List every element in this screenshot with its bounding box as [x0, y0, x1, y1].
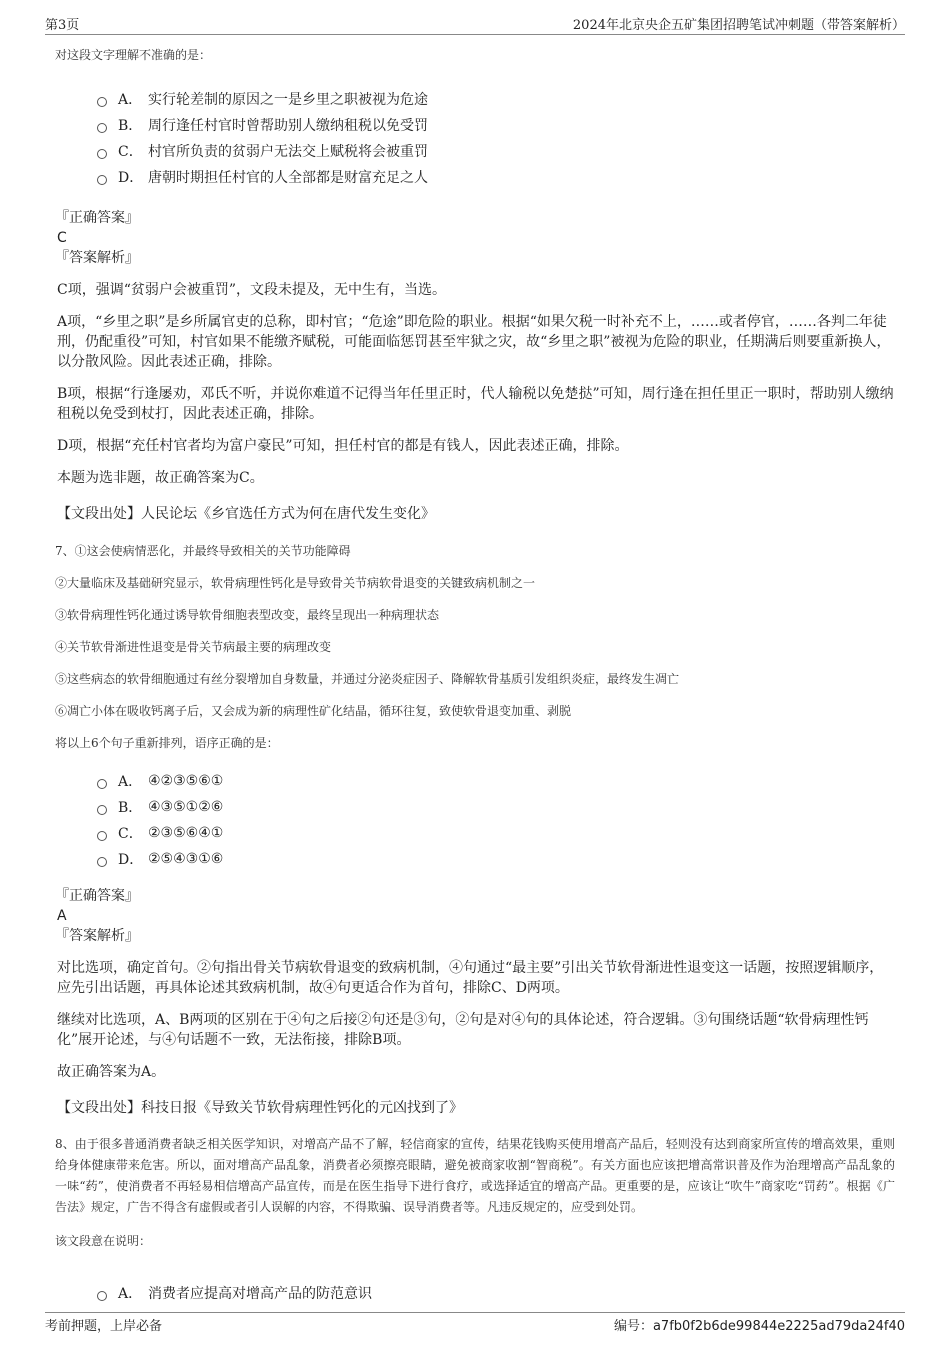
option-b[interactable]: B． 周行逢任村官时曾帮助别人缴纳租税以免受罚 — [97, 112, 895, 138]
radio-icon[interactable] — [97, 175, 107, 185]
radio-icon[interactable] — [97, 123, 107, 133]
sentence-item: ③软骨病理性钙化通过诱导软骨细胞表型改变，最终呈现出一种病理状态 — [55, 608, 440, 622]
analysis-label: 『答案解析』 — [55, 928, 139, 944]
main-content — [55, 44, 895, 1324]
correct-answer: A — [57, 908, 67, 924]
radio-icon[interactable] — [97, 805, 107, 815]
sentence-item: ⑤这些病态的软骨细胞通过有丝分裂增加自身数量，并通过分泌炎症因子、降解软骨基质引发组织炎症，最终发生凋亡 — [55, 672, 680, 686]
radio-icon[interactable] — [97, 149, 107, 159]
answer-label: 『正确答案』 — [55, 210, 139, 226]
page-footer — [45, 1312, 905, 1335]
passage-source: 【文段出处】科技日报《导致关节软骨病理性钙化的元凶找到了》 — [57, 1100, 463, 1116]
analysis-label: 『答案解析』 — [55, 250, 139, 266]
radio-icon[interactable] — [97, 857, 107, 867]
correct-answer: C — [57, 230, 67, 246]
answer-label: 『正确答案』 — [55, 888, 139, 904]
code-value: a7fb0f2b6de99844e2225ad79da24f40 — [652, 1319, 905, 1334]
option-list — [97, 768, 895, 872]
sentence-item: ④关节软骨渐进性退变是骨关节病最主要的病理改变 — [55, 640, 332, 654]
option-a[interactable]: A． 实行轮差制的原因之一是乡里之职被视为危途 — [97, 86, 895, 112]
document-code — [614, 1315, 905, 1334]
question-stem: 对这段文字理解不准确的是： — [55, 48, 212, 62]
analysis-paragraph: B项，根据“行逢屡劝，邓氏不听，并说你难道不记得当年任里正时，代人输税以免楚挞”可知，周行逢在担任里正一职时，帮助别人缴纳租税以免受到杖打，因此表述正确，排除。 — [57, 386, 894, 422]
option-c[interactable]: C． ②③⑤⑥④① — [97, 820, 895, 846]
radio-icon[interactable] — [97, 1291, 107, 1301]
passage-source: 【文段出处】人民论坛《乡官选任方式为何在唐代发生变化》 — [57, 506, 435, 522]
option-list — [97, 1280, 895, 1306]
option-a[interactable]: A． 消费者应提高对增高产品的防范意识 — [97, 1280, 895, 1306]
analysis-paragraph: D项，根据“充任村官者均为富户豪民”可知，担任村官的都是有钱人，因此表述正确，排除。 — [57, 438, 629, 454]
footer-slogan: 考前押题，上岸必备 — [45, 1319, 163, 1334]
analysis-paragraph: 对比选项，确定首句。②句指出骨关节病软骨退变的致病机制，④句通过“最主要”引出关节软骨渐进性退变这一话题，按照逻辑顺序，应先引出话题，再具体论述其致病机制，故④句更适合作为首句，排除C、D两项。 — [57, 960, 884, 996]
question-stem: 将以上6个句子重新排列，语序正确的是： — [55, 736, 279, 750]
option-d[interactable]: D． ②⑤④③①⑥ — [97, 846, 895, 872]
option-c[interactable]: C． 村官所负责的贫弱户无法交上赋税将会被重罚 — [97, 138, 895, 164]
option-b[interactable]: B． ④③⑤①②⑥ — [97, 794, 895, 820]
question-stem: 该文段意在说明： — [55, 1234, 152, 1248]
radio-icon[interactable] — [97, 779, 107, 789]
analysis-paragraph: A项，“乡里之职”是乡所属官吏的总称，即村官；“危途”即危险的职业。根据“如果欠税一时补充不上，……或者停官，……各判二年徒刑，仍配重役”可知，村官如果不能缴齐赋税，可能面临惩罚甚至牢狱之灾，故“乡里之职”被视为危险的职业，任期满后则要重新换人，以分散风险。因此表述正确，排除。 — [57, 314, 891, 370]
page-header — [45, 14, 905, 35]
option-list — [97, 86, 895, 190]
analysis-paragraph: 故正确答案为A。 — [57, 1064, 166, 1080]
option-d[interactable]: D． 唐朝时期担任村官的人全部都是财富充足之人 — [97, 164, 895, 190]
question-passage: 8、由于很多普通消费者缺乏相关医学知识，对增高产品不了解，轻信商家的宣传，结果花钱购买使用增高产品后，轻则没有达到商家所宣传的增高效果，重则给身体健康带来危害。所以，面对增高产品乱象，消费者必须擦亮眼睛，避免被商家收割“智商税”。有关方面也应该把增高常识普及作为治理增高产品乱象的一味“药”，使消费者不再轻易相信增高产品宣传，而是在医生指导下进行食疗，或选择适宜的增高产品。更重要的是，应该让“吹牛”商家吃“罚药”。根据《广告法》规定，广告不得含有虚假或者引人误解的内容，不得欺骗、误导消费者等。凡违反规定的，应受到处罚。 — [55, 1137, 895, 1214]
sentence-item: ②大量临床及基础研究显示，软骨病理性钙化是导致骨关节病软骨退变的关键致病机制之一 — [55, 576, 536, 590]
code-label: 编号： — [613, 1319, 653, 1334]
analysis-paragraph: C项，强调“贫弱户会被重罚”，文段未提及，无中生有，当选。 — [57, 282, 447, 298]
radio-icon[interactable] — [97, 97, 107, 107]
analysis-paragraph: 本题为选非题，故正确答案为C。 — [57, 470, 264, 486]
sentence-item: ⑥凋亡小体在吸收钙离子后，又会成为新的病理性矿化结晶，循环往复，致使软骨退变加重、剥脱 — [55, 704, 572, 718]
analysis-paragraph: 继续对比选项，A、B两项的区别在于④句之后接②句还是③句，②句是对④句的具体论述，符合逻辑。③句围绕话题“软骨病理性钙化”展开论述，与④句话题不一致，无法衔接，排除B项。 — [57, 1012, 869, 1048]
option-a[interactable]: A． ④②③⑤⑥① — [97, 768, 895, 794]
page-number: 第3页 — [45, 18, 80, 33]
sentence-item: 7、①这会使病情恶化，并最终导致相关的关节功能障碍 — [55, 544, 351, 558]
document-title: 2024年北京央企五矿集团招聘笔试冲刺题（带答案解析） — [572, 18, 905, 33]
radio-icon[interactable] — [97, 831, 107, 841]
